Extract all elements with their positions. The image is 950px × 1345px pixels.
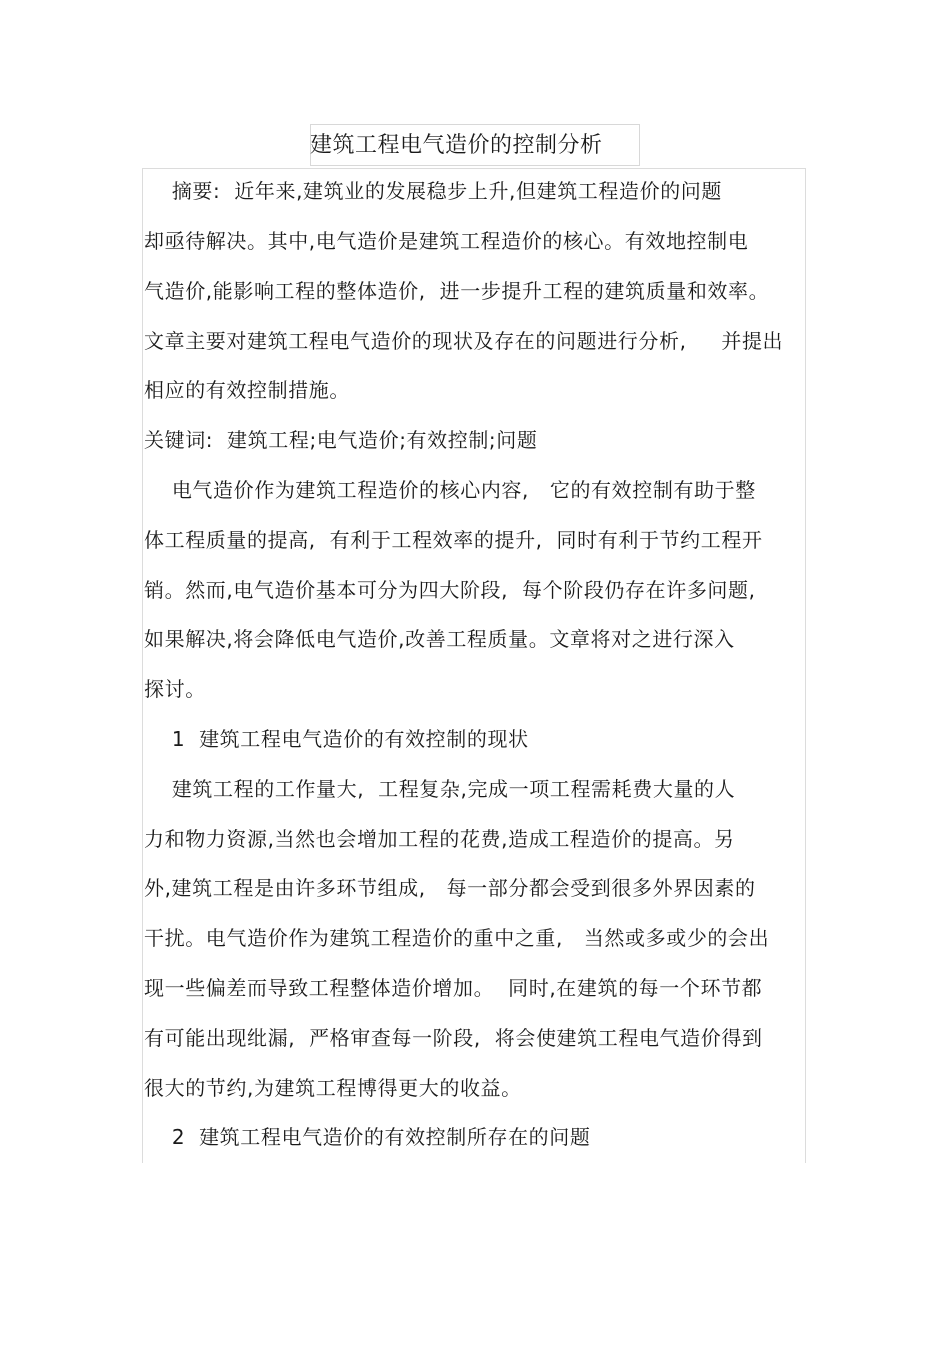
text-line: 相应的有效控制措施。 bbox=[144, 378, 350, 402]
text-line: 摘要: 近年来,建筑业的发展稳步上升,但建筑工程造价的问题 bbox=[144, 179, 722, 203]
document-title: 建筑工程电气造价的控制分析 bbox=[310, 133, 603, 158]
text-line: 如果解决,将会降低电气造价,改善工程质量。文章将对之进行深入 bbox=[144, 627, 735, 651]
text-line: 气造价,能影响工程的整体造价, 进一步提升工程的建筑质量和效率。 bbox=[144, 279, 770, 303]
page-frame bbox=[142, 168, 806, 1163]
keywords-line: 关键词: 建筑工程;电气造价;有效控制;问题 bbox=[144, 428, 538, 452]
text-line: 却亟待解决。其中,电气造价是建筑工程造价的核心。有效地控制电 bbox=[144, 229, 749, 253]
text-line: 电气造价作为建筑工程造价的核心内容, 它的有效控制有助于整 bbox=[144, 478, 756, 502]
text-line: 销。然而,电气造价基本可分为四大阶段, 每个阶段仍存在许多问题, bbox=[144, 578, 756, 602]
text-line: 现一些偏差而导致工程整体造价增加。 同时,在建筑的每一个环节都 bbox=[144, 976, 763, 1000]
text-line: 探讨。 bbox=[144, 677, 206, 701]
text-line: 外,建筑工程是由许多环节组成, 每一部分都会受到很多外界因素的 bbox=[144, 876, 756, 900]
text-line: 很大的节约,为建筑工程博得更大的收益。 bbox=[144, 1076, 522, 1100]
text-line: 文章主要对建筑工程电气造价的现状及存在的问题进行分析, 并提出 bbox=[144, 329, 784, 353]
text-line: 力和物力资源,当然也会增加工程的花费,造成工程造价的提高。另 bbox=[144, 827, 735, 851]
text-line: 体工程质量的提高, 有利于工程效率的提升, 同时有利于节约工程开 bbox=[144, 528, 763, 552]
section-heading: 1 建筑工程电气造价的有效控制的现状 bbox=[144, 727, 529, 751]
text-line: 干扰。电气造价作为建筑工程造价的重中之重, 当然或多或少的会出 bbox=[144, 926, 770, 950]
section-heading: 2 建筑工程电气造价的有效控制所存在的问题 bbox=[144, 1125, 591, 1149]
text-line: 建筑工程的工作量大, 工程复杂,完成一项工程需耗费大量的人 bbox=[144, 777, 736, 801]
text-line: 有可能出现纰漏, 严格审查每一阶段, 将会使建筑工程电气造价得到 bbox=[144, 1026, 763, 1050]
